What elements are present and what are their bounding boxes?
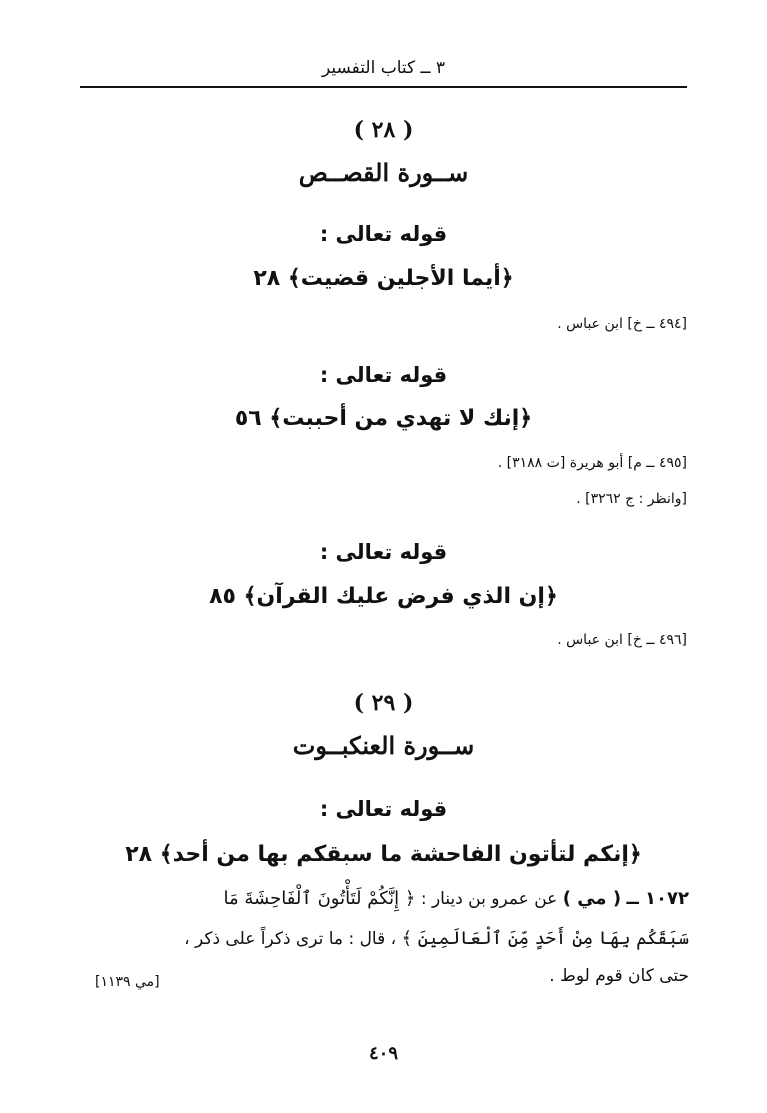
qawl-heading: قوله تعالى : [319, 797, 448, 821]
ayah-line: ﴿إنك لا تهدي من أحببت﴾ ٥٦ [234, 406, 533, 431]
qawl-heading: قوله تعالى : [319, 363, 448, 387]
page-number: ٤٠٩ [368, 1043, 398, 1064]
quran-quote: ﴿ إِنَّكُمْ لَتَأْتُونَ ٱلْفَاحِشَةَ مَا [223, 888, 416, 909]
hadith-line [78, 928, 689, 949]
sura-number: ( ٢٨ ) [353, 117, 414, 143]
hadith-text: حتى كان قوم لوط . [549, 966, 689, 986]
qawl-heading: قوله تعالى : [319, 540, 448, 564]
hadith-text: ، قال : ما ترى ذكراً على ذكر ، [184, 929, 397, 949]
quran-quote: سَبَقَكُم بِهَا مِنْ أَحَدٍ مِّنَ ٱلْعَالَمِينَ ﴾ [401, 928, 689, 949]
qawl-heading: قوله تعالى : [319, 222, 448, 246]
hadith-source: ( مي ) [562, 888, 622, 909]
sura-title: ســورة القصــص [298, 158, 469, 187]
hadith-line [78, 966, 689, 986]
reference-line: [٤٩٥ ــ م] أبو هريرة [ت ٣١٨٨] . [497, 455, 687, 471]
sura-number: ( ٢٩ ) [353, 690, 414, 716]
sura-title: ســورة العنكبــوت [292, 731, 475, 760]
ayah-line: ﴿أيما الأجلين قضيت﴾ ٢٨ [253, 266, 514, 291]
ayah-line: ﴿إنكم لتأتون الفاحشة ما سبقكم بها من أحد﴾ ٢٨ [125, 842, 642, 867]
reference-line: [وانظر : ج ٣٢٦٢] . [576, 491, 687, 507]
hadith-citation: [مي ١١٣٩] [95, 974, 160, 990]
reference-line: [٤٩٦ ــ خ] ابن عباس . [557, 632, 687, 648]
running-header: ٣ ــ كتاب التفسير [80, 58, 687, 88]
hadith-number: ١٠٧٢ ــ [626, 888, 689, 909]
ayah-line: ﴿إن الذي فرض عليك القرآن﴾ ٨٥ [209, 584, 558, 609]
hadith-text: عن عمرو بن دينار : [420, 889, 558, 909]
hadith-line [78, 888, 689, 909]
reference-line: [٤٩٤ ــ خ] ابن عباس . [557, 316, 687, 332]
